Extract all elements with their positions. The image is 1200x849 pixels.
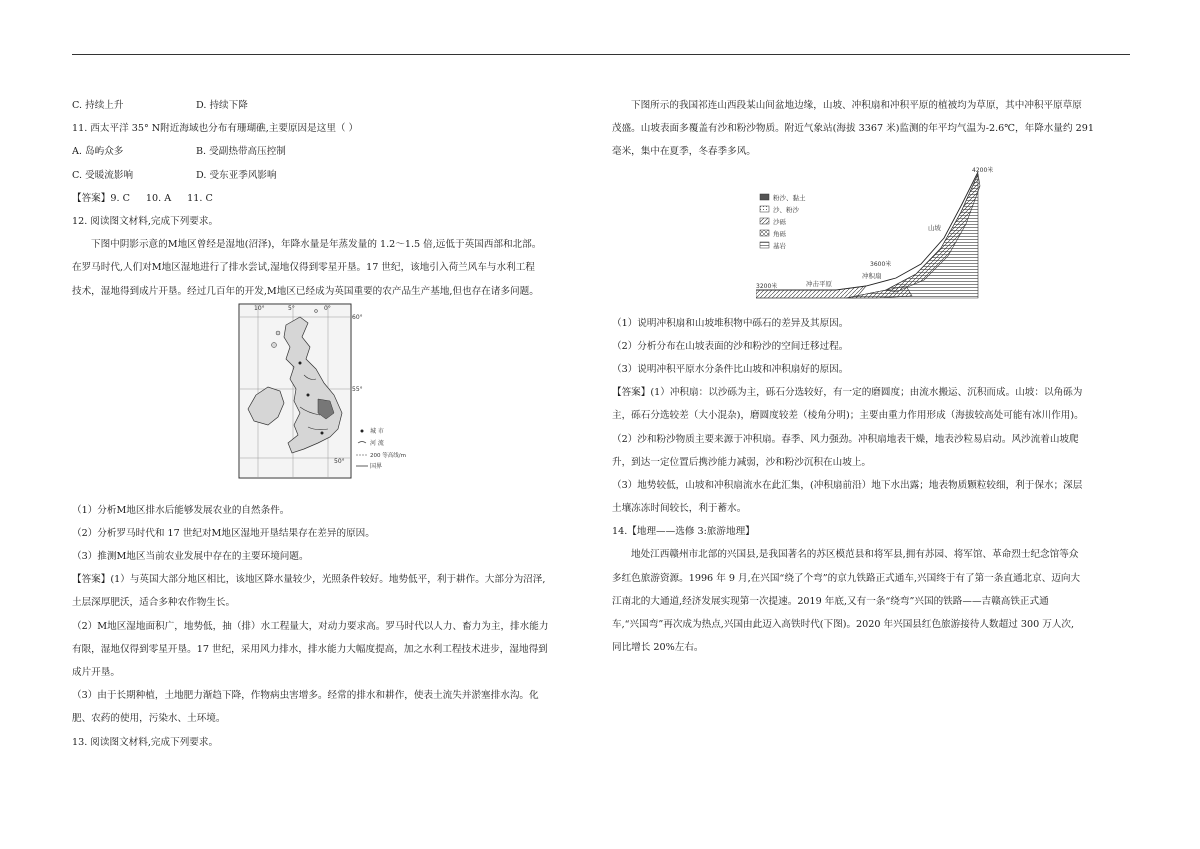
q12-answer-line2: 土层深厚肥沃，适合多种农作物生长。: [72, 597, 236, 609]
answer-9-11: [72, 187, 598, 210]
lat-label-60: 60°: [352, 313, 363, 321]
diagram-legend-gravel: 沙砾: [773, 217, 786, 226]
q10-option-c: C. 持续上升: [72, 100, 124, 111]
q14-title: 14.【地理——选修 3:旅游地理】: [612, 526, 755, 538]
q12-answer-line4: 有限，湿地仅得到零星开垦。17 世纪，采用风力排水，排水能力大幅度提高，加之水利工程技术进步，湿地得到: [72, 643, 548, 655]
q12-paragraph-line3: 技术，湿地得到成片开垦。经过几百年的开发,M地区已经成为英国重要的农产品生产基地,但也存在诸多问题。: [72, 285, 539, 297]
answer-10: 10. A: [145, 192, 172, 204]
label-alluvial-fan: 冲积扇: [862, 271, 882, 280]
q12-answer-line3: （2）M地区湿地面积广，地势低，抽（排）水工程量大，对动力要求高。罗马时代以人力、畜力为主，排水能力: [72, 620, 549, 632]
diagram-legend-sand-silt: 沙、粉沙: [773, 205, 799, 214]
label-slope: 山坡: [928, 223, 941, 232]
q13-sub2: （2）分析分布在山坡表面的沙和粉沙的空间迁移过程。: [612, 340, 849, 352]
left-column: [72, 94, 598, 754]
q12-paragraph-line2: 在罗马时代,人们对M地区湿地进行了排水尝试,湿地仅得到零星开垦。17 世纪，该地引入荷兰风车与水利工程: [72, 262, 535, 274]
lon-label-10: 10°: [254, 304, 265, 312]
diagram-legend-bedrock: 基岩: [773, 241, 786, 250]
lat-label-55: 55°: [352, 385, 363, 393]
q13-paragraph-line1: 下图所示的我国祁连山西段某山间盆地边缘，山坡、冲积扇和冲积平原的植被均为草原，其中冲积平原草原: [631, 100, 1082, 111]
q14-paragraph-line1: 地处江西赣州市北部的兴国县,是我国著名的苏区模范县和将军县,拥有苏园、将军馆、革命烈士纪念馆等众: [631, 549, 1079, 561]
slope-profile-diagram: [756, 166, 996, 306]
q11-option-c: C. 受暖流影响: [72, 169, 134, 181]
q14-paragraph-line4: 车,“兴国弯”再次成为热点,兴国由此迈入高铁时代(下图)。2020 年兴国县红色旅游接待人数超过 300 万人次,: [612, 619, 1075, 630]
lat-label-50: 50°: [334, 457, 345, 465]
q13-sub1: （1）说明冲积扇和山坡堆积物中砾石的差异及其原因。: [612, 317, 849, 329]
elevation-3600: 3600米: [870, 260, 892, 268]
q12-stem: 12. 阅读图文材料,完成下列要求。: [72, 215, 219, 227]
elevation-3200: 3200米: [756, 282, 778, 290]
q11-option-d: D. 受东亚季风影响: [196, 169, 277, 181]
right-column: [612, 94, 1138, 659]
label-alluvial-plain: 冲击平原: [806, 279, 832, 288]
q10-options-cd: [72, 94, 598, 117]
q13-answer-line5: （3）地势较低，山坡和冲积扇流水在此汇集，(冲积扇前沿）地下水出露；地表物质颗粒较细，利于保水；深层: [612, 479, 1083, 491]
lon-label-5: 5°: [288, 304, 295, 312]
q11-options-ab: [72, 140, 598, 163]
q13-answer-line2: 主，砾石分选较差（大小混杂)，磨圆度较差（棱角分明)；主要由重力作用形成（海拔较高处可能有冰川作用)。: [612, 410, 1084, 422]
q11-stem: 11. 西太平洋 35° N附近海域也分布有珊瑚礁,主要原因是这里（ ）: [72, 123, 359, 135]
map-legend-city: 城 市: [370, 427, 384, 435]
britain-map: [238, 303, 434, 479]
q11-options-cd: [72, 164, 598, 187]
diagram-legend-breccia: 角砾: [773, 229, 786, 238]
q14-paragraph-line2: 多红色旅游资源。1996 年 9 月,在兴国“绕了个弯”的京九铁路正式通车,兴国终于有了第一条直通北京、迈向大: [612, 572, 1081, 584]
answer-11: 11. C: [187, 192, 213, 204]
map-legend-contour: 200 等高线/m: [370, 452, 406, 459]
q13-paragraph-line3: 毫米，集中在夏季，冬春季多风。: [612, 146, 756, 158]
q13-answer-line3: （2）沙和粉沙物质主要来源于冲积扇。春季、风力强劲。冲积扇地表干燥，地表沙粒易启动。风沙流着山坡爬: [612, 433, 1079, 445]
q11-option-b: B. 受副热带高压控制: [196, 146, 286, 158]
britain-map-figure: [72, 303, 598, 499]
q12-sub3: （3）推测M地区当前农业发展中存在的主要环境问题。: [72, 551, 309, 563]
diagram-legend-silt-clay: 粉沙、黏土: [773, 193, 806, 202]
answer-9: 【答案】9. C: [72, 192, 130, 204]
header-rule: [72, 54, 1130, 55]
q13-stem: 13. 阅读图文材料,完成下列要求。: [72, 736, 219, 748]
q10-option-d: D. 持续下降: [196, 100, 248, 111]
q12-answer-line1: 【答案】(1）与英国大部分地区相比，该地区降水量较少，光照条件较好。地势低平，利于耕作。大部分为沼泽,: [72, 574, 546, 586]
q13-answer-line6: 土壤冻冻时间较长，利于蓄水。: [612, 503, 747, 515]
q13-paragraph-line2: 茂盛。山坡表面多覆盖有沙和粉沙物质。附近气象站(海拔 3367 米)监测的年平均气温为-2.6℃，年降水量约 291: [612, 123, 1094, 135]
map-legend-river: 河 流: [370, 439, 384, 447]
q12-answer-line6: （3）由于长期种植，土地肥力渐趋下降，作物病虫害增多。经常的排水和耕作，使表土流失并淤塞排水沟。化: [72, 690, 539, 702]
slope-profile-figure: [612, 166, 1138, 312]
q11-option-a: A. 岛屿众多: [72, 146, 124, 158]
q13-answer-line1: 【答案】(1）冲积扇：以沙砾为主，砾石分选较好，有一定的磨圆度；由流水搬运、沉积而成。山坡：以角砾为: [612, 387, 1083, 399]
q14-paragraph-line5: 同比增长 20%左右。: [612, 642, 704, 654]
q12-sub2: （2）分析罗马时代和 17 世纪对M地区湿地开垦结果存在差异的原因。: [72, 527, 375, 539]
q13-sub3: （3）说明冲积平原水分条件比山坡和冲积扇好的原因。: [612, 363, 849, 375]
q12-answer-line5: 成片开垦。: [72, 667, 120, 678]
q12-answer-line7: 肥、农药的使用，污染水、土环境。: [72, 713, 226, 725]
elevation-4200: 4200米: [972, 166, 994, 174]
q12-sub1: （1）分析M地区排水后能够发展农业的自然条件。: [72, 504, 290, 516]
q12-paragraph-line1: 下图中阴影示意的M地区曾经是湿地(沼泽)，年降水量是年蒸发量的 1.2～1.5 倍,远低于英国西部和北部。: [91, 239, 542, 251]
q14-paragraph-line3: 江南北的大通道,经济发展实现第一次提速。2019 年底,又有一条“绕弯”兴国的铁路——吉赣高铁正式通: [612, 595, 1049, 607]
q13-answer-line4: 升，到达一定位置后携沙能力减弱，沙和粉沙沉积在山坡上。: [612, 456, 872, 468]
lon-label-0: 0°: [324, 304, 331, 312]
map-legend-border: 国界: [370, 462, 383, 470]
